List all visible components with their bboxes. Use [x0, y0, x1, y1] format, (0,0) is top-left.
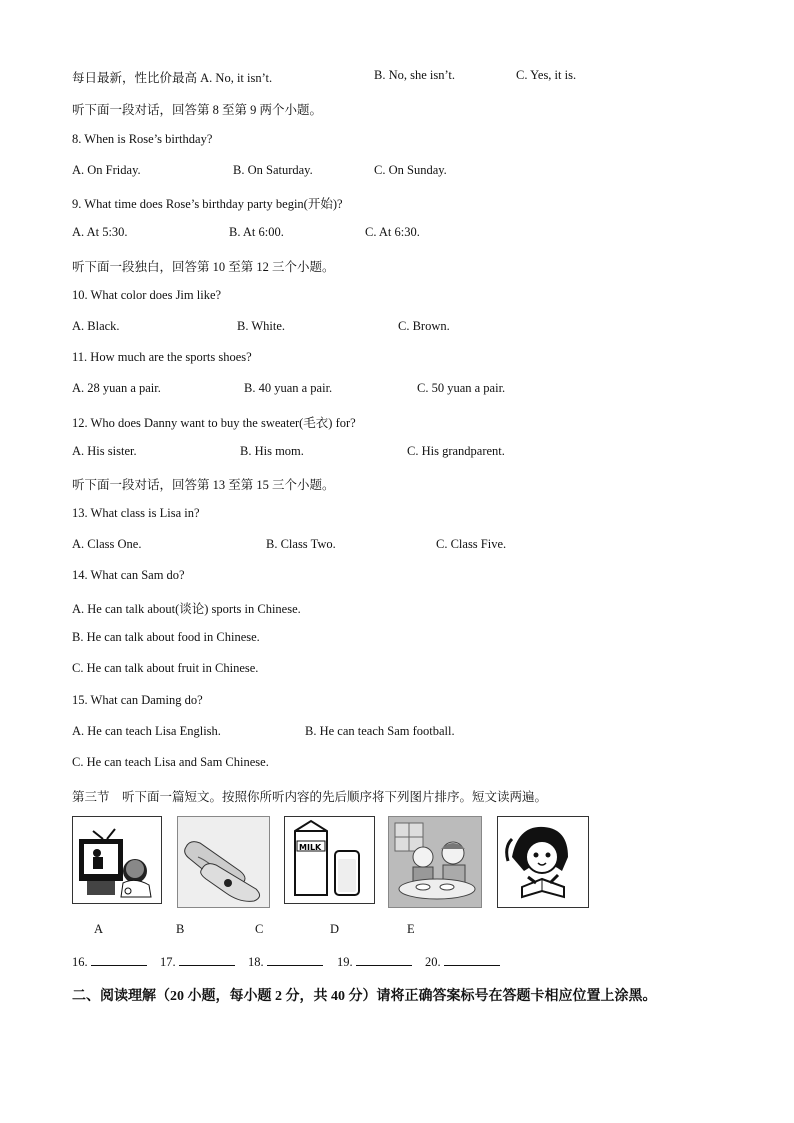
- q7-options-line: [72, 68, 272, 86]
- q12-option-b: B. His mom.: [240, 444, 304, 458]
- blank-line: [444, 954, 500, 966]
- answer-blank-16: [72, 954, 147, 970]
- q8-option-b: B. On Saturday.: [233, 163, 313, 177]
- milk-illustration: [285, 817, 374, 903]
- instruction-10-12: 听下面一段独白，回答第 10 至第 12 三个小题。: [72, 260, 335, 274]
- picture-d-eating: [388, 816, 482, 908]
- tv-illustration: [73, 817, 161, 903]
- answer-blank-20: [425, 954, 500, 970]
- q9-stem: 9. What time does Rose’s birthday party begin(开始)?: [72, 197, 343, 211]
- part2-heading: 二、阅读理解（20 小题，每小题 2 分，共 40 分）请将正确答案标号在答题卡相应位置上涂黑。: [72, 989, 657, 1004]
- q10-option-c: C. Brown.: [398, 319, 450, 333]
- section3-instruction: 第三节 听下面一篇短文。按照你所听内容的先后顺序将下列图片排序。短文读两遍。: [72, 790, 548, 804]
- picture-c-milk: [284, 816, 375, 904]
- eating-illustration: [389, 817, 481, 907]
- q8-option-c: C. On Sunday.: [374, 163, 447, 177]
- picture-label-c: C: [255, 922, 264, 936]
- blank-number: 20.: [425, 955, 441, 969]
- q7-option-b: B. No, she isn’t.: [374, 68, 456, 82]
- q14-stem: 14. What can Sam do?: [72, 568, 185, 582]
- milk-label: MILK: [299, 843, 322, 852]
- q14-option-a: A. He can talk about(谈论) sports in Chinese.: [72, 602, 301, 616]
- q15-option-b: B. He can teach Sam football.: [305, 724, 455, 738]
- picture-b-shoes: [177, 816, 270, 908]
- q11-option-a: A. 28 yuan a pair.: [72, 381, 161, 395]
- reading-illustration: [498, 817, 588, 907]
- q9-option-c: C. At 6:30.: [365, 225, 420, 239]
- picture-label-a: A: [94, 922, 104, 936]
- q15-option-a: A. He can teach Lisa English.: [72, 724, 221, 738]
- q13-stem: 13. What class is Lisa in?: [72, 506, 200, 520]
- q10-option-a: A. Black.: [72, 319, 120, 333]
- q15-stem: 15. What can Daming do?: [72, 693, 203, 707]
- instruction-13-15: 听下面一段对话，回答第 13 至第 15 三个小题。: [72, 478, 335, 492]
- blank-line: [267, 954, 323, 966]
- blank-number: 16.: [72, 955, 88, 969]
- q9-option-a: A. At 5:30.: [72, 225, 128, 239]
- blank-line: [179, 954, 235, 966]
- q11-stem: 11. How much are the sports shoes?: [72, 350, 252, 364]
- q8-stem: 8. When is Rose’s birthday?: [72, 132, 213, 146]
- blank-line: [91, 954, 147, 966]
- answer-blank-18: [248, 954, 323, 970]
- picture-a-tv: [72, 816, 162, 904]
- q15-option-c: C. He can teach Lisa and Sam Chinese.: [72, 755, 269, 769]
- picture-label-e: E: [407, 922, 415, 936]
- blank-number: 18.: [248, 955, 264, 969]
- picture-label-d: D: [330, 922, 340, 936]
- q14-option-c: C. He can talk about fruit in Chinese.: [72, 661, 259, 675]
- q13-option-c: C. Class Five.: [436, 537, 507, 551]
- answer-blank-17: [160, 954, 235, 970]
- q11-option-b: B. 40 yuan a pair.: [244, 381, 333, 395]
- q9-option-b: B. At 6:00.: [229, 225, 284, 239]
- q13-option-a: A. Class One.: [72, 537, 142, 551]
- shoes-illustration: [178, 817, 269, 907]
- q12-option-a: A. His sister.: [72, 444, 137, 458]
- blank-number: 17.: [160, 955, 176, 969]
- q7-option-a: A. No, it isn’t.: [200, 71, 273, 85]
- q13-option-b: B. Class Two.: [266, 537, 336, 551]
- answer-blank-19: [337, 954, 412, 970]
- q8-option-a: A. On Friday.: [72, 163, 141, 177]
- q12-stem: 12. Who does Danny want to buy the sweater(毛衣) for?: [72, 416, 356, 430]
- q12-option-c: C. His grandparent.: [407, 444, 505, 458]
- q10-option-b: B. White.: [237, 319, 286, 333]
- blank-number: 19.: [337, 955, 353, 969]
- q14-option-b: B. He can talk about food in Chinese.: [72, 630, 260, 644]
- header-prefix: 每日最新，性比价最高: [72, 71, 201, 85]
- q11-option-c: C. 50 yuan a pair.: [417, 381, 506, 395]
- blank-line: [356, 954, 412, 966]
- q7-option-c: C. Yes, it is.: [516, 68, 577, 82]
- instruction-8-9: 听下面一段对话，回答第 8 至第 9 两个小题。: [72, 103, 323, 117]
- picture-e-reading: [497, 816, 589, 908]
- picture-label-b: B: [176, 922, 185, 936]
- q10-stem: 10. What color does Jim like?: [72, 288, 222, 302]
